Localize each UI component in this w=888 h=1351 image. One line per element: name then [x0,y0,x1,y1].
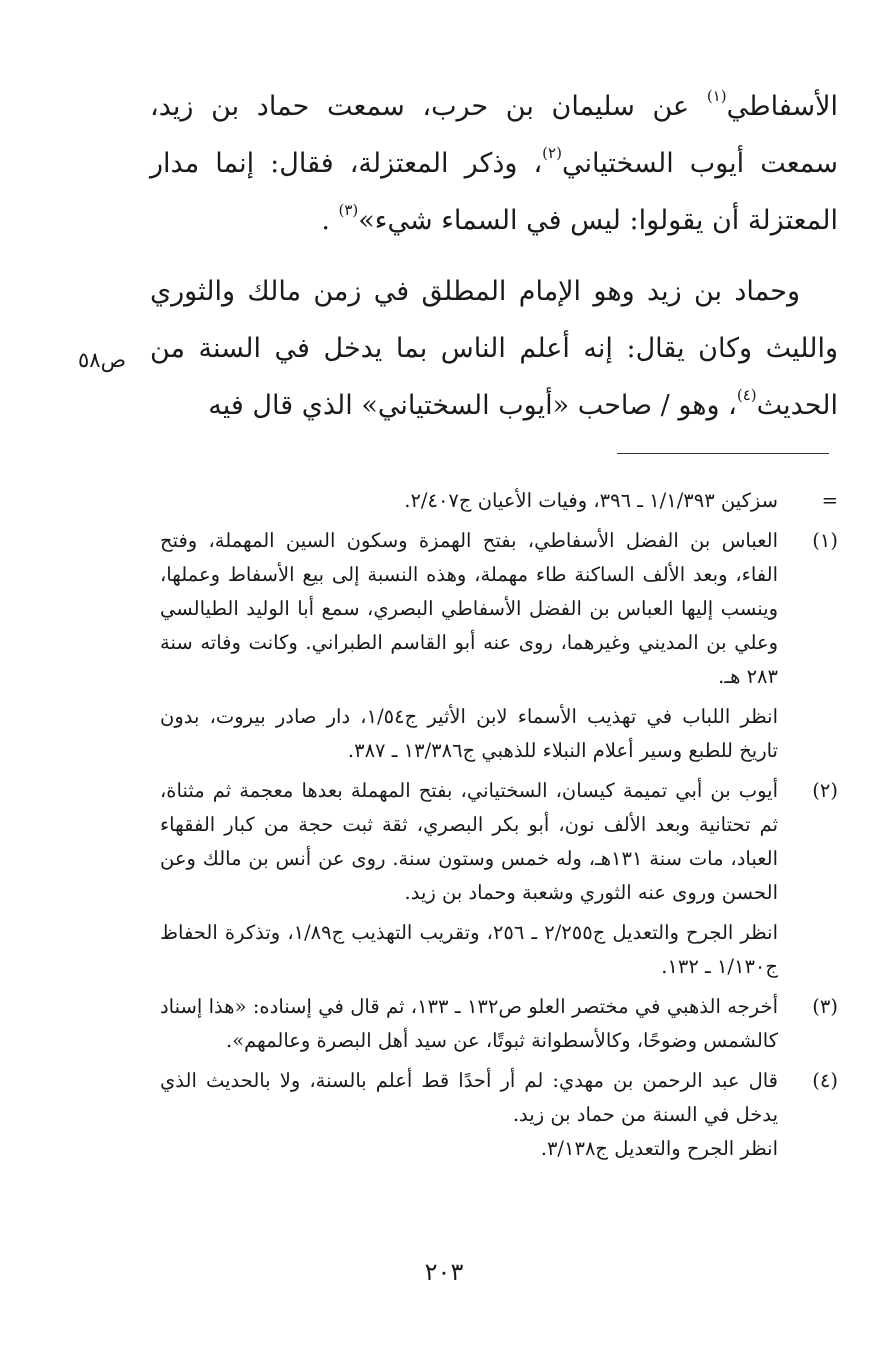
footnote-text: العباس بن الفضل الأسفاطي، بفتح الهمزة وسكون السين المهملة، وفتح الفاء، وبعد الألف الساكنة طاء مهملة، وهذه النسبة إلى بيع الأسفاط وعملها، وينسب إليها العباس بن الفضل الأسفاطي البصري، سمع أبا الوليد الطيالسي وعلي بن المديني وغيرهما، روى عنه أبو القاسم الطبراني. وكانت وفاته سنة ٢٨٣ هـ. [160,529,778,688]
paragraph-1: الأسفاطي$^{(١)}$ عن سليمان بن حرب، سمعت حماد بن زيد، سمعت أيوب السختياني$^{(٢)}$، وذكر المعتزلة، فقال: إنما مدار المعتزلة أن يقولوا: ليس في السماء شيء»$^{(٣)}$ . [150,87,839,236]
footnote-number: (١) [812,529,838,552]
footnote-number: (٤) [812,1069,838,1092]
footnotes [160,484,838,1166]
footnote-1 [160,524,838,768]
footnote-separator [617,453,829,454]
main-text [150,78,838,434]
footnote-number: (٣) [812,995,838,1018]
paragraph-2: وحماد بن زيد وهو الإمام المطلق في زمن مالك والثوري والليث وكان يقال: إنه أعلم الناس بما يدخل في السنة من الحديث$^{(٤)}$، وهو / صاحب «أيوب السختياني» الذي قال فيه [150,276,838,421]
footnote-3 [160,990,838,1058]
footnote-ref-3[interactable]: (٣) [338,201,359,219]
footnote-text: أخرجه الذهبي في مختصر العلو ص١٣٢ ـ ١٣٣، ثم قال في إسناده: «هذا إسناد كالشمس وضوحًا، وكالأسطوانة ثبوتًا، عن سيد أهل البصرة وعالمهم». [160,995,778,1052]
page-number: ٢٠٣ [424,1258,464,1286]
footnote-ref-2[interactable]: (٢) [542,144,562,162]
footnote-number: = [821,489,838,512]
footnote-text: قال عبد الرحمن بن مهدي: لم أر أحدًا قط أعلم بالسنة، ولا بالحديث الذي يدخل في السنة من حماد بن زيد. [160,1069,778,1126]
footnote-text: سزكين ١/١/٣٩٣ ـ ٣٩٦، وفيات الأعيان ج٢/٤٠٧. [404,489,778,512]
margin-page-reference: ص٥٨ [78,348,126,372]
footnote-continued [160,484,838,518]
footnote-source: انظر الجرح والتعديل ج٣/١٣٨. [540,1137,778,1160]
footnote-2 [160,774,838,984]
footnote-4 [160,1064,838,1166]
footnote-source: انظر اللباب في تهذيب الأسماء لابن الأثير ج١/٥٤، دار صادر بيروت، بدون تاريخ للطبع وسير أعلام النبلاء للذهبي ج١٣/٣٨٦ ـ ٣٨٧. [160,705,779,762]
footnote-ref-1[interactable]: (١) [706,87,727,105]
footnote-ref-4[interactable]: (٤) [736,386,757,404]
footnote-source: انظر الجرح والتعديل ج٢/٢٥٥ ـ ٢٥٦، وتقريب التهذيب ج١/٨٩، وتذكرة الحفاظ ج١/١٣٠ ـ ١٣٢. [160,921,778,978]
footnote-number: (٢) [812,779,838,802]
footnote-text: أيوب بن أبي تميمة كيسان، السختياني، بفتح المهملة بعدها معجمة ثم مثناة، ثم تحتانية وبعد الألف نون، أبو بكر البصري، ثقة ثبت حجة من كبار الفقهاء العباد، مات سنة ١٣١هـ، وله خمس وستون سنة. روى عن أنس بن مالك وعن الحسن وروى عنه الثوري وشعبة وحماد بن زيد. [160,779,778,904]
